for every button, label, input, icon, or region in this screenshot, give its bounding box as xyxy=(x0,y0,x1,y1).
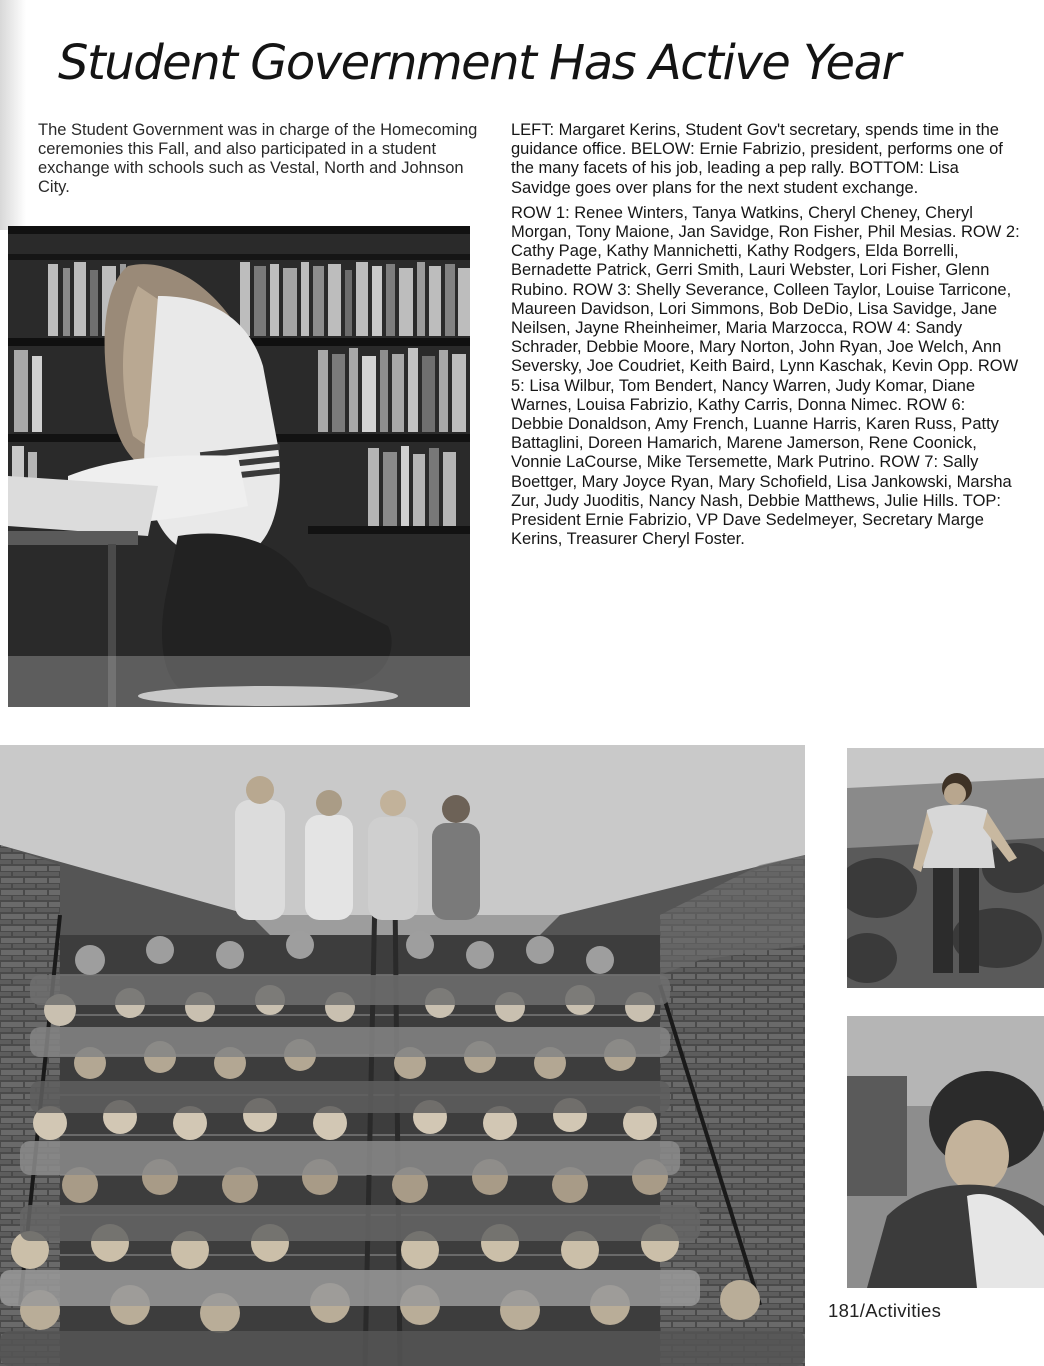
photo-captions-text: LEFT: Margaret Kerins, Student Gov't secretary, spends time in the guidance office. BELOW: Ernie Fabrizio, president, performs one of the many facets of his job, leading a pep rally. BOTTOM: Lisa Savidge goes over plans for the next student exchange. xyxy=(511,121,1003,197)
photo-student-government-group xyxy=(0,745,805,1366)
page-spine-shadow xyxy=(0,0,26,230)
caption-block xyxy=(511,121,1021,555)
page-folio: 181/Activities xyxy=(828,1300,942,1321)
intro-paragraph: The Student Government was in charge of the Homecoming ceremonies this Fall, and also participated in a student exchange with schools such as Vestal, North and Johnson City. xyxy=(38,121,478,196)
page-title: Student Government Has Active Year xyxy=(58,35,900,91)
photo-student-at-desk xyxy=(8,226,470,707)
photo-president-pep-rally xyxy=(847,748,1044,988)
group-roster-text: ROW 1: Renee Winters, Tanya Watkins, Cheryl Cheney, Cheryl Morgan, Tony Maione, Jan Savidge, Ron Fisher, Phil Mesias. ROW 2: Cathy Page, Kathy Mannichetti, Kathy Rodgers, Elda Borrelli, Bernadette Patrick, Gerri Smith, Lauri Webster, Lori Fisher, Glenn Rubino. ROW 3: Shelly Severance, Colleen Taylor, Louise Tarricone, Maureen Davidson, Lori Simmons, Bob DeDio, Lisa Savidge, Jane Neilsen, Jayne Rheinheimer, Maria Marzocca, ROW 4: Sandy Schrader, Debbie Moore, Mary Norton, John Ryan, Joe Welch, Ann Seversky, Joe Coudriet, Keith Baird, Lynn Kaschak, Kevin Opp. ROW 5: Lisa Wilbur, Tom Bendert, Nancy Warren, Judy Komar, Diane Warnes, Louisa Fabrizio, Kathy Carris, Donna Nimec. ROW 6: Debbie Donaldson, Amy French, Luanne Harris, Karen Russ, Patty Battaglini, Doreen Hamarich, Marene Jamerson, Rene Coonick, Vonnie LaCourse, Mike Tersemette, Mark Putrino. ROW 7: Sally Boettger, Mary Joyce Ryan, Mary Schofield, Lisa Jankowski, Marsha Zur, Judy Juoditis, Nancy Nash, Debbie Matthews, Julie Hills. TOP: President Ernie Fabrizio, VP Dave Sedelmeyer, Secretary Marge Kerins, Treasurer Cheryl Foster. xyxy=(511,203,1020,549)
photo-exchange-planning xyxy=(847,1016,1044,1288)
